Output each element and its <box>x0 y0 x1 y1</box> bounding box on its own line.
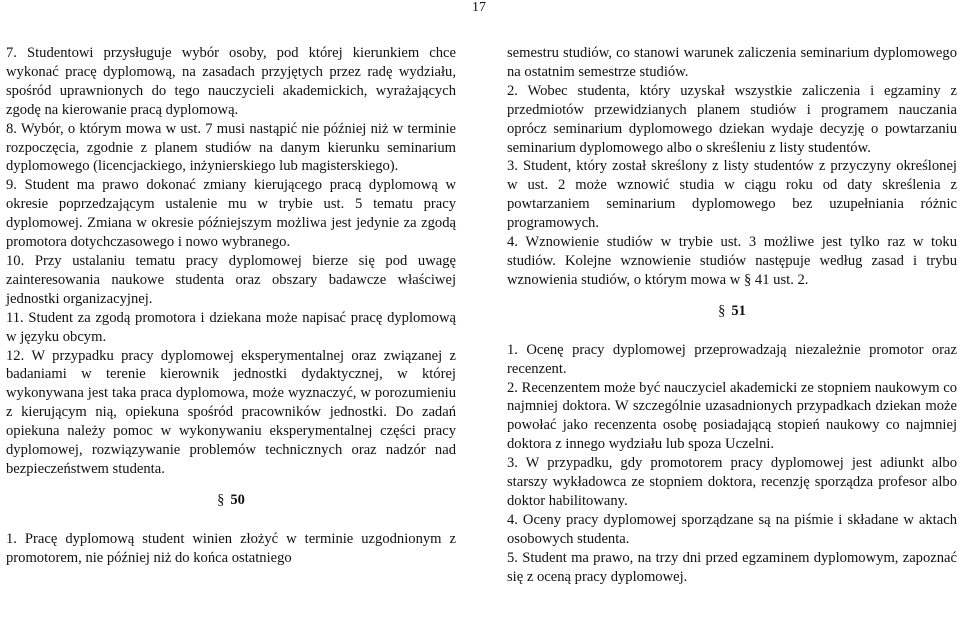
paragraph: 3. W przypadku, gdy promotorem pracy dyplomowej jest adiunkt albo starszy wykładowca ze stopniem doktora, recenzję sporządza profesor albo doktor habilitowany. <box>507 455 957 509</box>
section-symbol: § <box>718 302 726 319</box>
section-number: 50 <box>230 491 245 508</box>
paragraph: 9. Student ma prawo dokonać zmiany kierującego pracą dyplomową w okresie poprzedzającym ustalenie mu w trybie ust. 5 tematu pracy dyplomowej. Zmiana w okresie późniejszym możliwa jest jedynie za zgodą promotora dotychczasowego i nowo wybranego. <box>6 177 456 251</box>
paragraph: 4. Wznowienie studiów w trybie ust. 3 możliwe jest tylko raz w toku studiów. Kolejne wznowienie studiów następuje według zasad i trybu wznowienia studiów, o którym mowa w § 41 ust. 2. <box>507 234 957 288</box>
paragraph: 3. Student, który został skreślony z listy studentów z przyczyny określonej w ust. 2 może wznowić studia w ciągu roku od daty skreślenia z powtarzaniem seminarium dyplomowego bez uzupełniania różnic programowych. <box>507 158 957 232</box>
page-number: 17 <box>472 0 486 15</box>
paragraph: 2. Recenzentem może być nauczyciel akademicki ze stopniem naukowym co najmniej doktora. W szczególnie uzasadnionych przypadkach dziekan może powołać jako recenzenta osobę posiadającą stopień naukowy co najmniej doktora z innego wydziału lub spoza Uczelni. <box>507 379 957 453</box>
right-column <box>507 44 957 586</box>
paragraph: 1. Pracę dyplomową student winien złożyć w terminie uzgodnionym z promotorem, nie później niż do końca ostatniego <box>6 530 456 566</box>
paragraph: 10. Przy ustalaniu tematu pracy dyplomowej bierze się pod uwagę zainteresowania naukowe studenta oraz obszary badawcze właściwej jednostki organizacyjnej. <box>6 252 456 307</box>
paragraph: 5. Student ma prawo, na trzy dni przed egzaminem dyplomowym, zapoznać się z oceną pracy dyplomowej. <box>507 549 957 585</box>
paragraph: semestru studiów, co stanowi warunek zaliczenia seminarium dyplomowego na ostatnim semestrze studiów. <box>507 45 957 80</box>
section-heading-51 <box>507 302 957 321</box>
paragraph: 4. Oceny pracy dyplomowej sporządzane są na piśmie i składane w aktach osobowych studenta. <box>507 511 957 547</box>
left-column <box>6 44 456 568</box>
paragraph: 8. Wybór, o którym mowa w ust. 7 musi nastąpić nie później niż w terminie rozpoczęcia, zgodnie z planem studiów na danym kierunku seminarium dyplomowego (licencjackiego, inżynierskiego lub magisterskiego). <box>6 120 456 175</box>
paragraph: 7. Studentowi przysługuje wybór osoby, pod której kierunkiem chce wykonać pracę dyplomową, na zasadach przyjętych przez radę wydziału, spośród uprawnionych do tego nauczycieli akademickich, wyrażających zgodę na kierowanie pracą dyplomową. <box>6 45 456 118</box>
section-symbol: § <box>217 491 225 508</box>
paragraph: 2. Wobec studenta, który uzyskał wszystkie zaliczenia i egzaminy z przedmiotów przewidzianych planem studiów i programem nauczania oprócz seminarium dyplomowego dziekan wydaje decyzję o powtarzaniu seminarium dyplomowego albo o skreśleniu z listy studentów. <box>507 82 957 156</box>
paragraph: 11. Student za zgodą promotora i dziekana może napisać pracę dyplomową w języku obcym. <box>6 309 456 345</box>
paragraph: 12. W przypadku pracy dyplomowej eksperymentalnej oraz związanej z badaniami w terenie kierownik jednostki dydaktycznej, w której wykonywana jest taka praca dyplomowa, może wyznaczyć, w porozumieniu z kierującym nią, opiekuna spośród pracowników jednostki. Do zadań opiekuna należy pomoc w wykonywaniu eksperymentalnej części pracy dyplomowej, rozwiązywanie problemów technicznych oraz nadzór nad bezpieczeństwem studenta. <box>6 347 456 477</box>
section-heading-50 <box>6 491 456 510</box>
paragraph: 1. Ocenę pracy dyplomowej przeprowadzają niezależnie promotor oraz recenzent. <box>507 341 957 377</box>
section-number: 51 <box>731 302 746 319</box>
